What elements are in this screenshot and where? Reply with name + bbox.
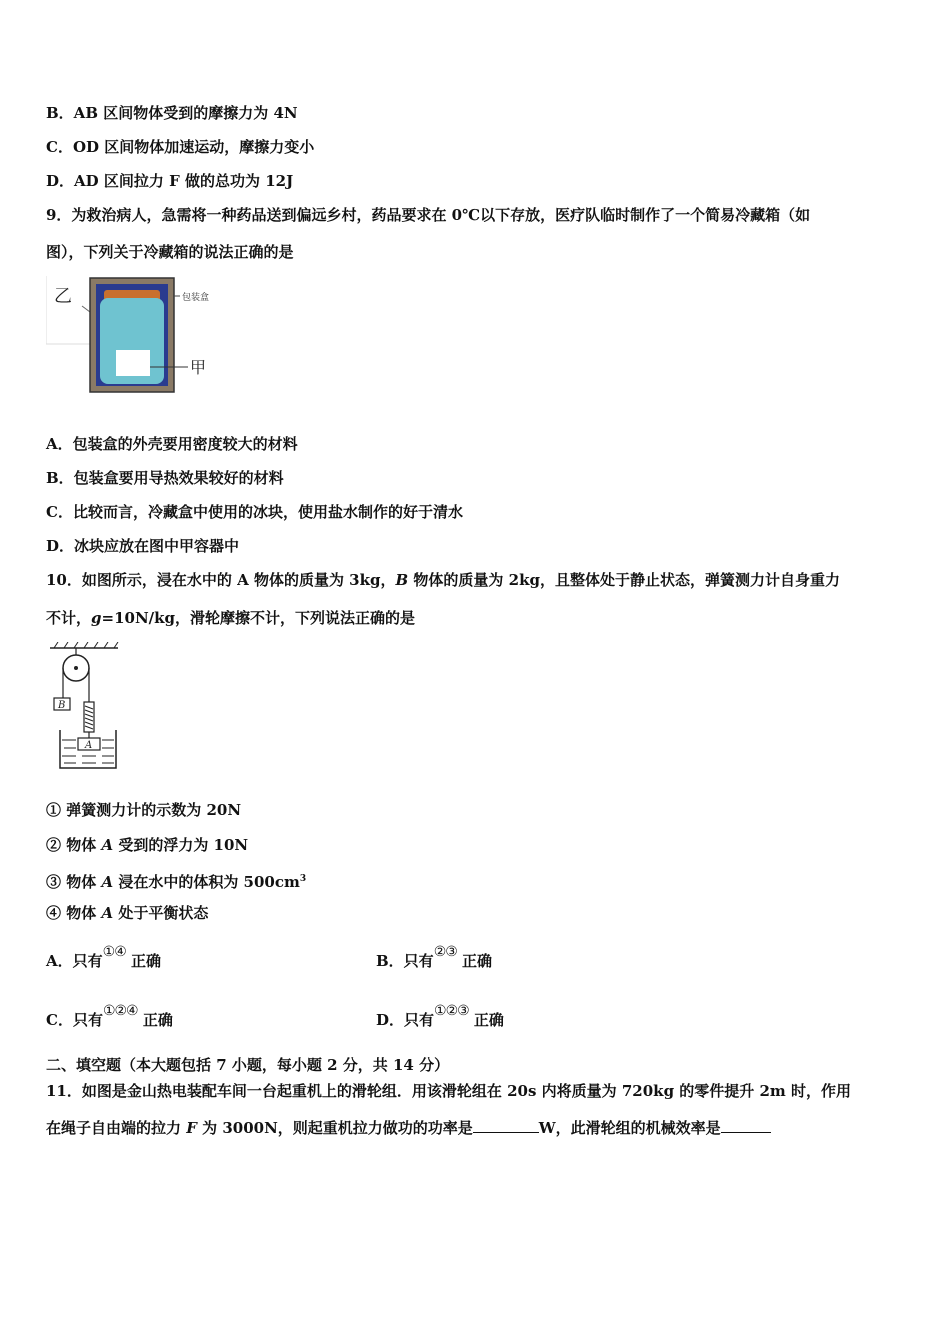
- q10-pulley-figure: [46, 642, 126, 772]
- q10-statement-4: [46, 903, 208, 923]
- q10-option-d-prefix: D．只有: [376, 1011, 435, 1029]
- q10-option-b: [376, 944, 493, 971]
- q10-statement-4-part-a: ④ 物体: [46, 904, 102, 922]
- q9-option-a: A．包装盒的外壳要用密度较大的材料: [46, 435, 298, 453]
- q10-statement-3-part-b: 浸在水中的体积为 500cm: [113, 873, 300, 891]
- q8-option-b: B．AB 区间物体受到的摩擦力为 4N: [46, 104, 298, 122]
- q10-option-a: [46, 944, 161, 971]
- q10-statement-2-part-b: 受到的浮力为 10N: [113, 836, 249, 854]
- q11-line2-part-a: 在绳子自由端的拉力: [46, 1119, 187, 1137]
- q10-stem-line2: [46, 608, 415, 628]
- q9-cooler-figure: [46, 276, 236, 400]
- q10-option-b-prefix: B．只有: [376, 952, 434, 970]
- q10-option-a-numbers: ①④: [102, 944, 126, 960]
- q11-f-italic: F: [186, 1119, 197, 1137]
- q11-line2-part-b: 为 3000N，则起重机拉力做功的功率是: [196, 1119, 473, 1137]
- q11-power-blank[interactable]: [473, 1118, 539, 1133]
- q10-option-b-suffix: 正确: [462, 952, 493, 970]
- q10-statement-2-part-a: ② 物体: [46, 836, 102, 854]
- q10-stem-g-italic: g: [91, 609, 102, 627]
- q11-line2-part-c: W，此滑轮组的机械效率是: [538, 1119, 721, 1137]
- q11-efficiency-blank[interactable]: [721, 1118, 771, 1133]
- q10-statement-4-a-italic: A: [101, 904, 114, 922]
- section2-heading: 二、填空题（本大题包括 7 小题，每小题 2 分，共 14 分）: [46, 1056, 450, 1074]
- q10-stem-line2-part-a: 不计，: [46, 609, 92, 627]
- q10-option-d-numbers: ①②③: [434, 1003, 469, 1019]
- q9-label-box: 包装盒: [182, 293, 210, 303]
- q10-option-c-suffix: 正确: [142, 1011, 173, 1029]
- q10-statement-2: [46, 835, 248, 855]
- q10-option-d-suffix: 正确: [473, 1011, 504, 1029]
- q10-stem-line1-part-a: 10．如图所示，浸在水中的 A 物体的质量为 3kg，: [46, 571, 396, 589]
- q10-option-c-numbers: ①②④: [102, 1003, 138, 1019]
- q8-option-c: C．OD 区间物体加速运动，摩擦力变小: [46, 138, 315, 156]
- q8-option-d: D．AD 区间拉力 F 做的总功为 12J: [46, 172, 294, 190]
- q10-stem-line1: [46, 570, 840, 590]
- q10-option-a-prefix: A．只有: [46, 952, 103, 970]
- q10-statement-2-a-italic: A: [101, 836, 114, 854]
- q10-stem-line1-part-c: 物体的质量为 2kg，且整体处于静止状态，弹簧测力计自身重力: [408, 571, 840, 589]
- q10-option-d: [376, 1003, 504, 1030]
- q10-stem-line2-part-b: =10N/kg，滑轮摩擦不计，下列说法正确的是: [101, 609, 416, 627]
- q10-statement-1: ① 弹簧测力计的示数为 20N: [46, 801, 242, 819]
- q10-statement-4-part-b: 处于平衡状态: [113, 904, 209, 922]
- q9-label-jia: 甲: [190, 358, 207, 377]
- q11-line2: [46, 1118, 771, 1138]
- q11-line1: 11．如图是金山热电装配车间一台起重机上的滑轮组．用该滑轮组在 20s 内将质量为 720kg 的零件提升 2m 时，作用: [46, 1082, 852, 1100]
- q10-statement-3-part-a: ③ 物体: [46, 873, 102, 891]
- q10-label-b: B: [58, 700, 66, 711]
- q9-label-yi: 乙: [54, 286, 72, 307]
- q10-stem-b-italic: B: [395, 571, 409, 589]
- q10-statement-3-superscript: 3: [299, 874, 307, 884]
- q9-stem-line2: 图），下列关于冷藏箱的说法正确的是: [46, 243, 294, 261]
- q10-option-c: [46, 1003, 173, 1030]
- q10-option-b-numbers: ②③: [433, 944, 457, 960]
- q10-statement-3-a-italic: A: [101, 873, 114, 891]
- q9-container-jia: [116, 350, 150, 376]
- q9-option-c: C．比较而言，冷藏盒中使用的冰块，使用盐水制作的好于清水: [46, 503, 463, 521]
- q9-option-b: B．包装盒要用导热效果较好的材料: [46, 469, 284, 487]
- q9-stem-line1: 9．为救治病人，急需将一种药品送到偏远乡村，药品要求在 0℃以下存放，医疗队临时制作了一个简易冷藏箱（如: [46, 206, 811, 224]
- q10-option-c-prefix: C．只有: [46, 1011, 103, 1029]
- q10-statement-3: [46, 869, 306, 892]
- q10-option-a-suffix: 正确: [130, 952, 161, 970]
- q10-label-a: A: [85, 740, 93, 751]
- q9-option-d: D．冰块应放在图中甲容器中: [46, 537, 240, 555]
